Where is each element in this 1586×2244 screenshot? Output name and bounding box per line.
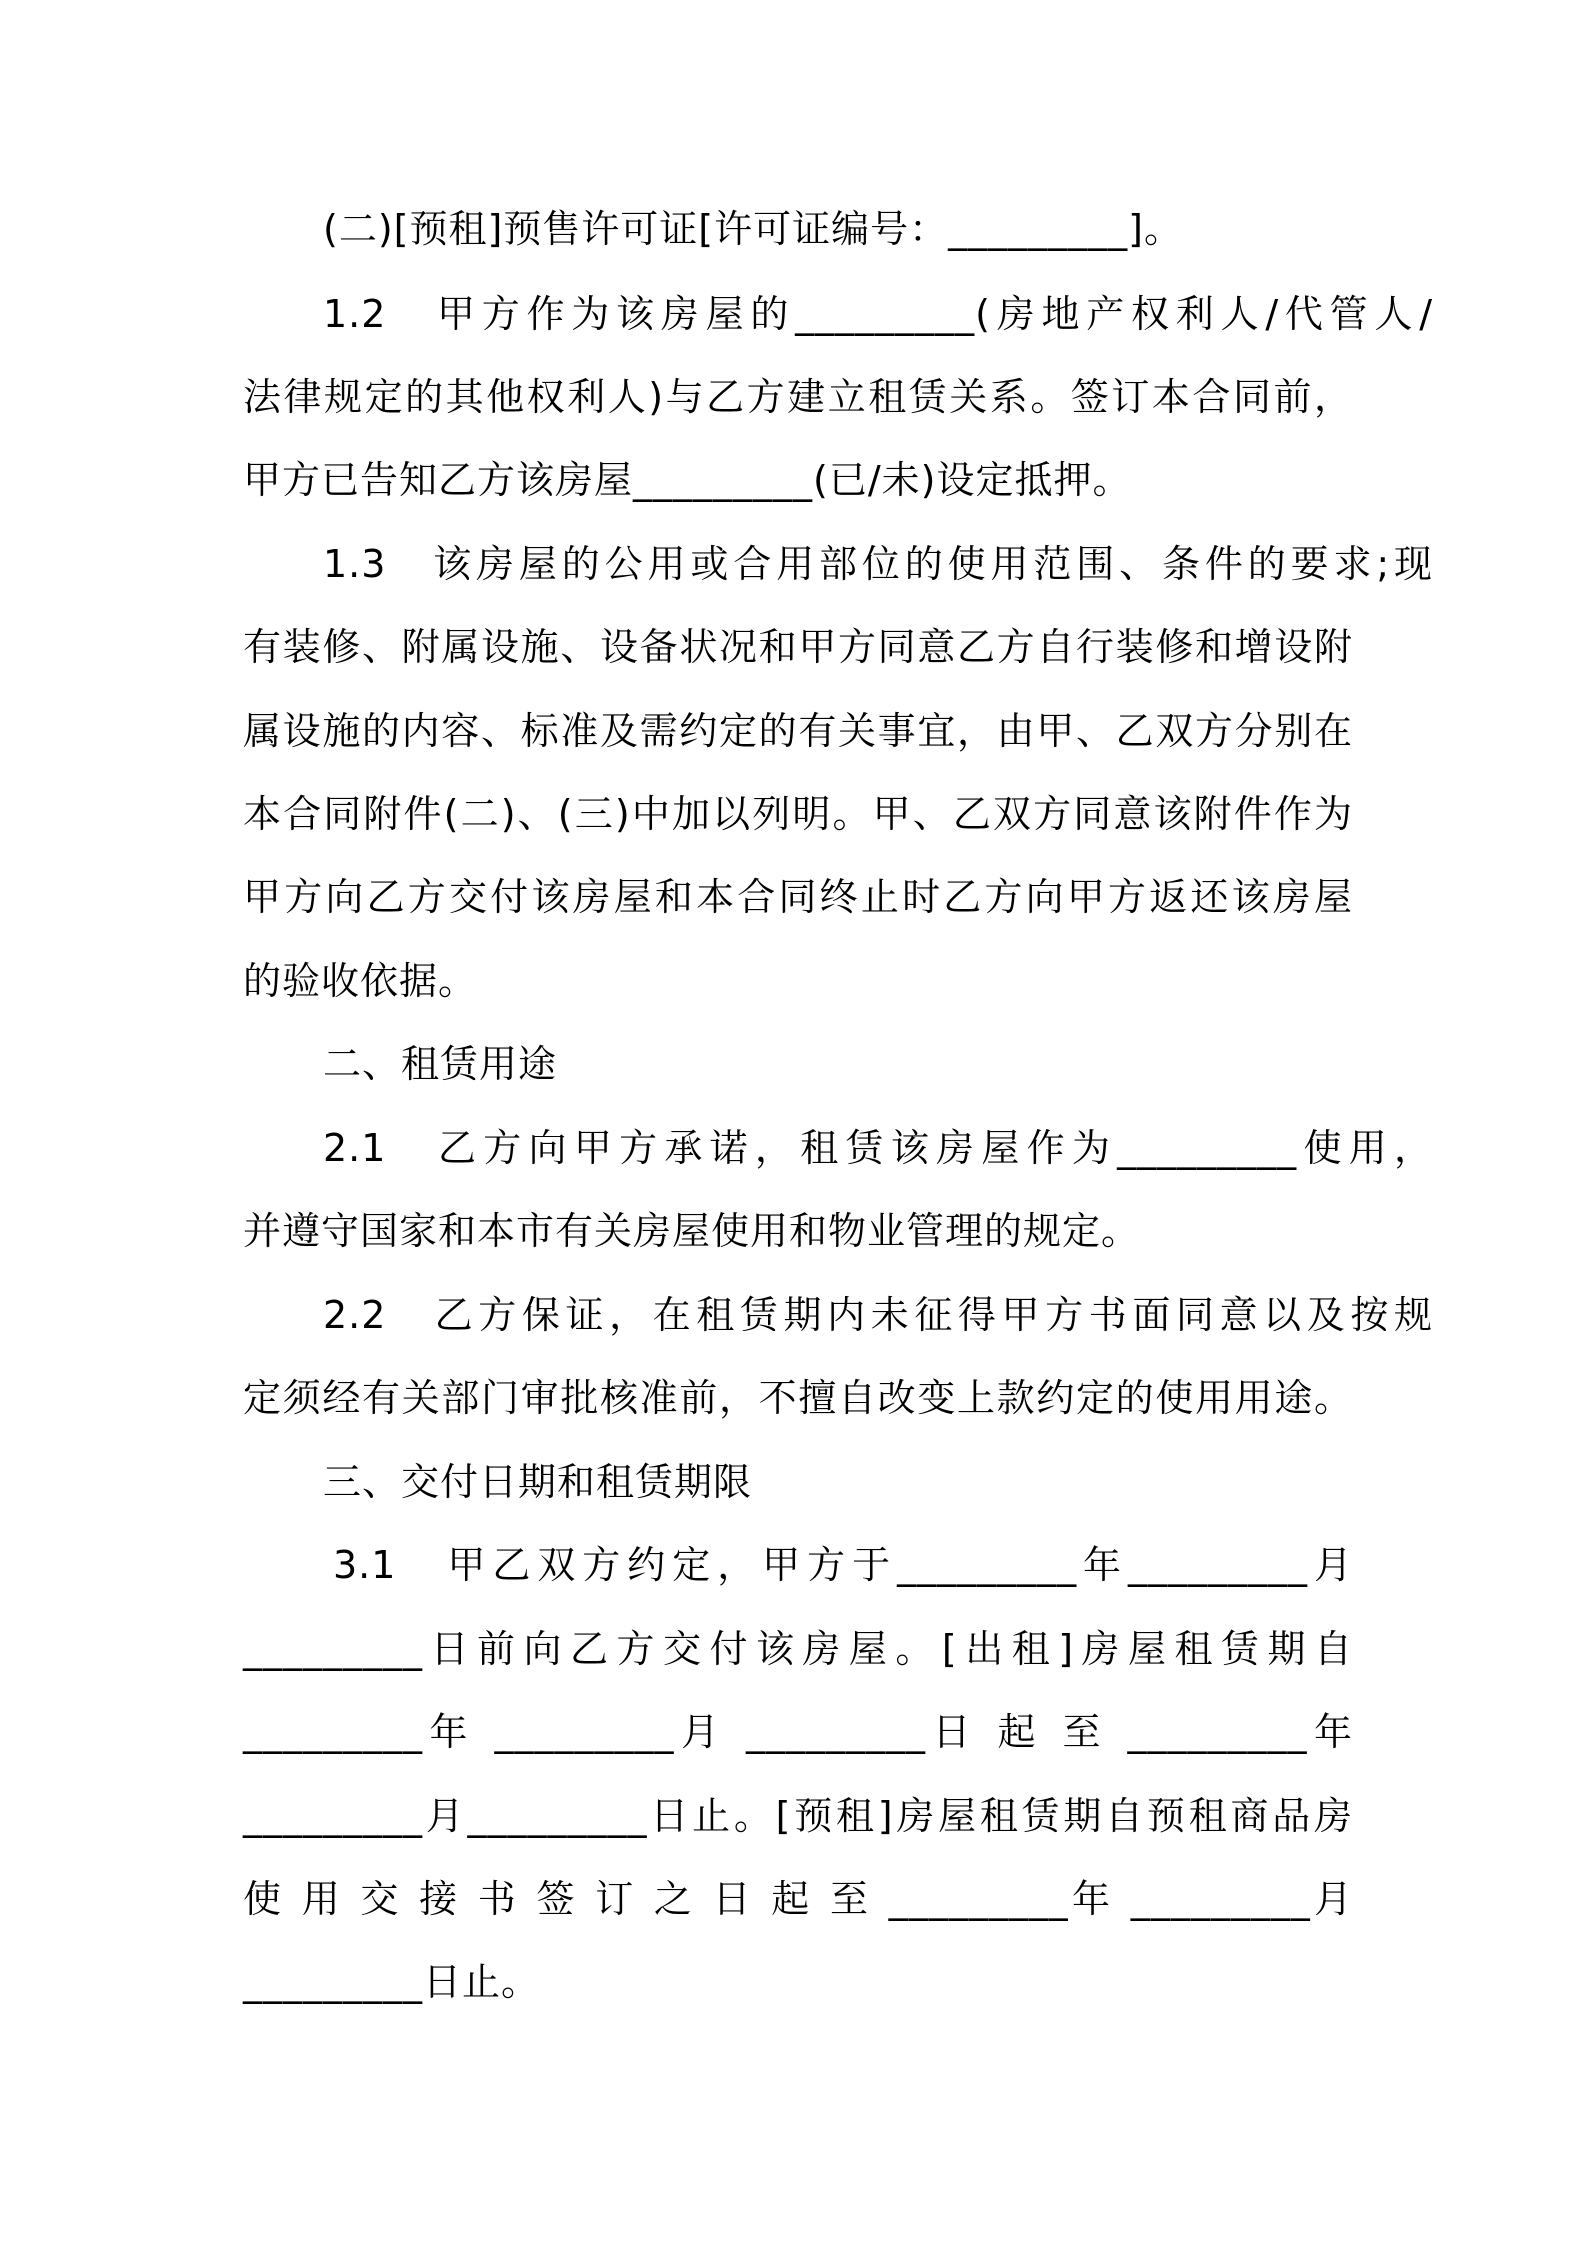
permit-number-line: (二)[预租]预售许可证[许可证编号：_________]。 bbox=[323, 207, 1183, 251]
clause-1-3-line-5: 甲方向乙方交付该房屋和本合同终止时乙方向甲方返还该房屋 bbox=[243, 875, 1353, 919]
clause-1-2-line-1: 1.2 甲方作为该房屋的_________(房地产权利人/代管人/ bbox=[323, 292, 1433, 336]
clause-1-3-line-2: 有装修、附属设施、设备状况和甲方同意乙方自行装修和增设附 bbox=[243, 625, 1353, 669]
clause-2-1-line-2: 并遵守国家和本市有关房屋使用和物业管理的规定。 bbox=[243, 1209, 1141, 1253]
clause-1-3-line-6: 的验收依据。 bbox=[243, 959, 478, 1003]
section-2-heading: 二、租赁用途 bbox=[323, 1042, 558, 1086]
section-3-heading: 三、交付日期和租赁期限 bbox=[323, 1460, 753, 1504]
clause-3-1-line-4: _________月_________日止。[预租]房屋租赁期自预租商品房 bbox=[243, 1794, 1353, 1838]
clause-1-3-line-3: 属设施的内容、标准及需约定的有关事宜，由甲、乙双方分别在 bbox=[243, 709, 1353, 753]
clause-2-2-line-2: 定须经有关部门审批核准前，不擅自改变上款约定的使用用途。 bbox=[243, 1376, 1353, 1420]
clause-3-1-line-6: _________日止。 bbox=[243, 1960, 541, 2004]
clause-1-3-line-4: 本合同附件(二)、(三)中加以列明。甲、乙双方同意该附件作为 bbox=[243, 792, 1353, 836]
clause-1-3-line-1: 1.3 该房屋的公用或合用部位的使用范围、条件的要求;现 bbox=[323, 542, 1433, 586]
clause-3-1-line-2: _________日前向乙方交付该房屋。[出租]房屋租赁期自 bbox=[243, 1627, 1353, 1671]
clause-1-2-line-3: 甲方已告知乙方该房屋_________(已/未)设定抵押。 bbox=[243, 458, 1132, 502]
clause-3-1-line-3: _________年 _________月 _________日 起 至 _________年 bbox=[243, 1710, 1353, 1754]
clause-2-2-line-1: 2.2 乙方保证，在租赁期内未征得甲方书面同意以及按规 bbox=[323, 1293, 1433, 1337]
clause-1-2-line-2: 法律规定的其他权利人)与乙方建立租赁关系。签订本合同前， bbox=[243, 375, 1353, 419]
clause-2-1-line-1: 2.1 乙方向甲方承诺，租赁该房屋作为_________使用， bbox=[323, 1126, 1433, 1170]
clause-3-1-line-5: 使 用 交 接 书 签 订 之 日 起 至 _________年 _________月 bbox=[243, 1877, 1353, 1921]
clause-3-1-line-1: 3.1 甲乙双方约定，甲方于_________年_________月 bbox=[333, 1543, 1353, 1587]
